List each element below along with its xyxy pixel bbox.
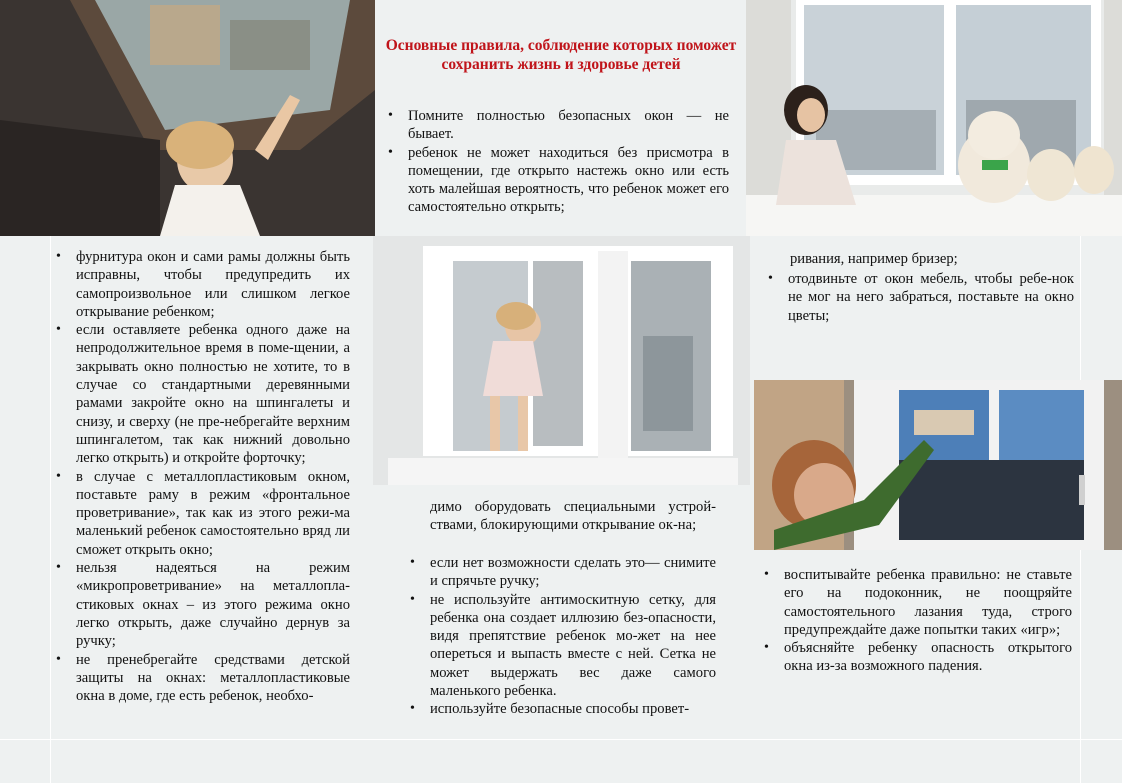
list-item: • отодвиньте от окон мебель, чтобы ребе-нок не мог на него забраться, поставьте на окно цветы; bbox=[764, 270, 1074, 325]
photo-boy-reaching-window bbox=[754, 380, 1122, 550]
list-item: • Помните полностью безопасных окон — не бывает. bbox=[384, 107, 729, 144]
photo-girl-with-teddy-bears bbox=[746, 0, 1122, 236]
list-item: • нельзя надеяться на режим «микропроветривание» на металлопла-стиковых окнах – из этого режима окно легко открыть, даже случайно дернув за ручку; bbox=[52, 559, 350, 650]
middle-continuation: димо оборудовать специальными устрой-ствами, блокирующими открывание ок-на; bbox=[430, 499, 716, 534]
list-item: • в случае с металлопластиковым окном, поставьте раму в режим «фронтальное проветривание», так как из этого режи-ма маленький ребенок самостоятельно вряд ли сможет открыть окно; bbox=[52, 468, 350, 559]
list-item: • не используйте антимоскитную сетку, для ребенка она создает иллюзию без-опасности, видя препятствие ребенок мо-жет на нее опереться и выпасть вместе с ней. Сетка не может выдержать вес даже самого маленького ребенка. bbox=[406, 591, 716, 701]
top-bullet-list bbox=[384, 107, 729, 217]
grid-line bbox=[0, 739, 1122, 740]
right-bottom-bullet-list bbox=[760, 566, 1072, 676]
middle-bullet-list bbox=[406, 554, 716, 719]
right-top-bullet-list bbox=[764, 270, 1074, 325]
list-item: • если нет возможности сделать это— снимите и спрячьте ручку; bbox=[406, 554, 716, 591]
list-item: • не пренебрегайте средствами детской защиты на окнах: металлопластиковые окна в доме, где есть ребенок, необхо- bbox=[52, 651, 350, 706]
right-continuation: ривания, например бризер; bbox=[790, 251, 958, 267]
list-item: • фурнитура окон и сами рамы должны быть исправны, чтобы предупредить их самопроизвольное или слишком легкое открывание ребенком; bbox=[52, 248, 350, 321]
list-item: • ребенок не может находиться без присмотра в помещении, где открыто настежь окно или есть хоть малейшая вероятность, что ребенок может его самостоятельно открыть; bbox=[384, 144, 729, 217]
left-bullet-list bbox=[52, 248, 350, 705]
list-item: • воспитывайте ребенка правильно: не ставьте его на подоконник, не поощряйте самостоятельного лазания туда, строго предупреждайте даже попытки таких «игр»; bbox=[760, 566, 1072, 639]
photo-girl-on-windowsill bbox=[373, 236, 750, 485]
page-title: Основные правила, соблюдение которых поможет сохранить жизнь и здоровье детей bbox=[385, 37, 737, 73]
photo-girl-at-skylight bbox=[0, 0, 375, 236]
list-item: • используйте безопасные способы провет- bbox=[406, 700, 716, 718]
list-item: • если оставляете ребенка одного даже на непродолжительное время в поме-щении, а закрывать окно полностью не хотите, то в случае со стандартными деревянными рамами закройте окно на шпингалеты и снизу, и сверху (не пре-небрегайте верхним шпингалетом, так как нижний довольно легко открыть) и откройте форточку; bbox=[52, 321, 350, 467]
list-item: • объясняйте ребенку опасность открытого окна из-за возможного падения. bbox=[760, 639, 1072, 676]
